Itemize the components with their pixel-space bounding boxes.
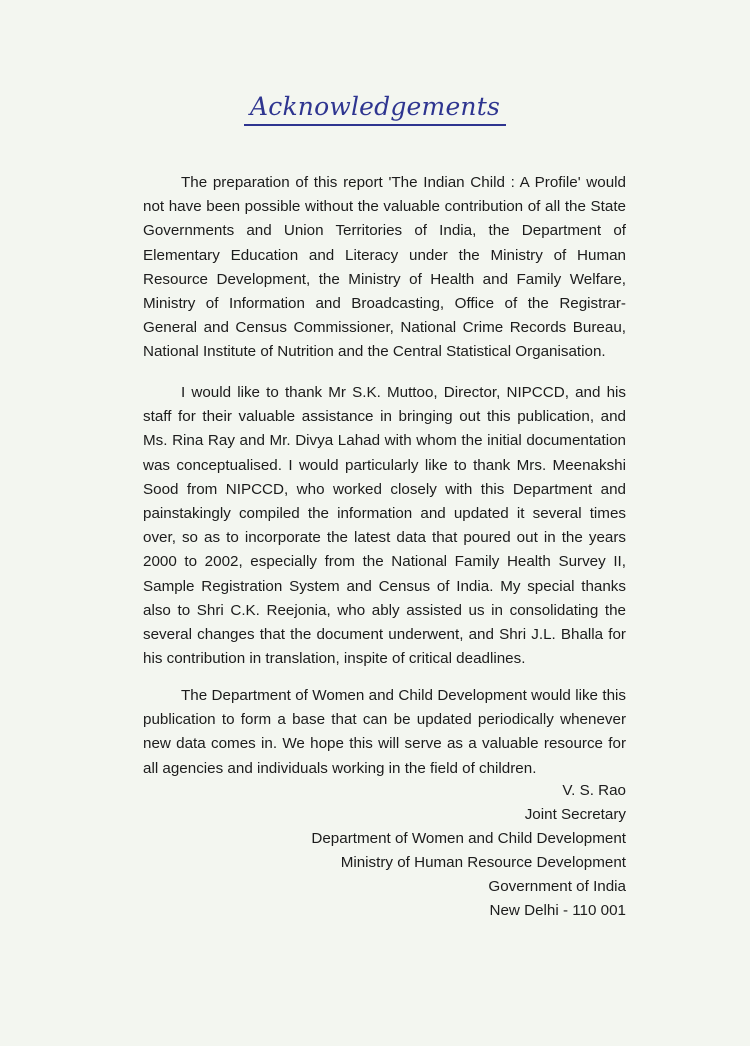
paragraph-contributors (143, 171, 626, 365)
paragraph-text: I would like to thank Mr S.K. Muttoo, Director, NIPCCD, and his staff for their valuable assistance in bringing out this publication, and Ms. Rina Ray and Mr. Divya Lahad with whom the initial documentation was conceptualised. I would particularly like to thank Mrs. Meenakshi Sood from NIPCCD, who worked closely with this Department and painstakingly compiled the information and updated it several times over, so as to incorporate the latest data that poured out in the years 2000 to 2002, especially from the National Family Health Survey II, Sample Registration System and Census of India. My special thanks also to Shri C.K. Reejonia, who ably assisted us in consolidating the several changes that the document underwent, and Shri J.L. Bhalla for his contribution in translation, inspite of critical deadlines. (143, 384, 626, 668)
signatory-name: V. S. Rao (562, 782, 626, 799)
paragraph-thanks (143, 381, 626, 671)
signatory-ministry: Ministry of Human Resource Development (340, 854, 626, 872)
signatory-department: Department of Women and Child Development (311, 830, 626, 848)
title-wrapper (0, 92, 750, 126)
page-title: Acknowledgements (244, 92, 506, 126)
signatory-designation: Joint Secretary (524, 806, 626, 824)
signatory-government: Government of India (488, 878, 626, 896)
paragraph-closing (143, 684, 626, 781)
paragraph-text: The preparation of this report 'The Indian Child : A Profile' would not have been possible without the valuable contribution of all the State Governments and Union Territories of India, the Department of Elementary Education and Literacy under the Ministry of Human Resource Development, the Ministry of Health and Family Welfare, Ministry of Information and Broadcasting, Office of the Registrar-General and Census Commissioner, National Crime Records Bureau, National Institute of Nutrition and the Central Statistical Organisation. (143, 174, 626, 361)
signature-block (311, 779, 626, 924)
paragraph-text: The Department of Women and Child Development would like this publication to form a base that can be updated periodically whenever new data comes in. We hope this will serve as a valuable resource for all agencies and individuals working in the field of children. (143, 687, 626, 777)
signatory-address: New Delhi - 110 001 (489, 902, 626, 920)
